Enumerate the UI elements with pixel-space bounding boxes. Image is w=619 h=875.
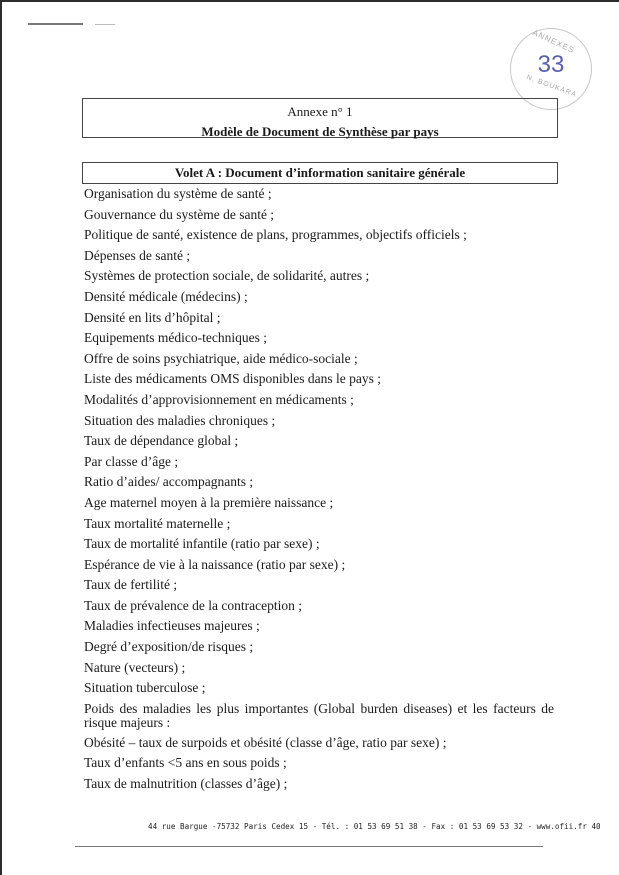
section-heading: Volet A : Document d’information sanitaire générale bbox=[82, 162, 558, 184]
stamp-number: 33 bbox=[537, 51, 565, 78]
stamp-bottom-text: N. BOUKARA bbox=[525, 74, 578, 99]
list-item: Densité en lits d’hôpital ; bbox=[84, 309, 221, 325]
footer-divider bbox=[75, 846, 543, 847]
document-title: Modèle de Document de Synthèse par pays bbox=[201, 124, 439, 139]
list-item: Age maternel moyen à la première naissance ; bbox=[84, 494, 334, 510]
indicator-list bbox=[84, 184, 554, 795]
list-item: Gouvernance du système de santé ; bbox=[84, 206, 275, 222]
annex-number: Annexe n° 1 bbox=[287, 104, 353, 119]
list-item: Espérance de vie à la naissance (ratio par sexe) ; bbox=[84, 556, 346, 572]
list-item: Taux de malnutrition (classes d’âge) ; bbox=[84, 776, 288, 792]
list-item: Ratio d’aides/ accompagnants ; bbox=[84, 474, 254, 490]
list-item: Par classe d’âge ; bbox=[84, 453, 179, 469]
list-item: Systèmes de protection sociale, de solidarité, autres ; bbox=[84, 268, 370, 284]
list-item: Obésité – taux de surpoids et obésité (classe d’âge, ratio par sexe) ; bbox=[84, 734, 447, 750]
list-item: Taux d’enfants <5 ans en sous poids ; bbox=[84, 755, 287, 771]
list-item: Taux de mortalité infantile (ratio par sexe) ; bbox=[84, 536, 320, 552]
header-mark-faint bbox=[95, 24, 115, 25]
stamp-top-text: ANNEXES bbox=[531, 27, 577, 56]
footer-address: 44 rue Bargue -75732 Paris Cedex 15 - Tél. : 01 53 69 51 38 - Fax : 01 53 69 53 32 - www.ofii.fr 40 bbox=[148, 822, 601, 831]
list-item: Taux de prévalence de la contraception ; bbox=[84, 597, 302, 613]
list-item: Modalités d’approvisionnement en médicaments ; bbox=[84, 391, 354, 407]
list-item: Degré d’exposition/de risques ; bbox=[84, 639, 254, 655]
list-item: Taux de dépendance global ; bbox=[84, 433, 239, 449]
list-item: Nature (vecteurs) ; bbox=[84, 659, 186, 675]
title-box bbox=[82, 98, 558, 138]
list-item: Dépenses de santé ; bbox=[84, 247, 191, 263]
list-item: Taux de fertilité ; bbox=[84, 577, 178, 593]
list-item: Organisation du système de santé ; bbox=[84, 186, 272, 201]
scan-border-top bbox=[0, 0, 619, 2]
list-item: Equipements médico-techniques ; bbox=[84, 330, 267, 346]
list-item: Maladies infectieuses majeures ; bbox=[84, 618, 260, 634]
scan-border-left bbox=[0, 0, 2, 875]
list-item: Liste des médicaments OMS disponibles dans le pays ; bbox=[84, 371, 381, 387]
list-item: Offre de soins psychiatrique, aide médico-sociale ; bbox=[84, 350, 358, 366]
list-item: Politique de santé, existence de plans, programmes, objectifs officiels ; bbox=[84, 227, 467, 243]
list-item: Poids des maladies les plus importantes (Global burden diseases) et les facteurs de risque majeurs : bbox=[84, 700, 554, 730]
header-mark bbox=[28, 23, 83, 25]
list-item: Taux mortalité maternelle ; bbox=[84, 515, 231, 531]
list-item: Densité médicale (médecins) ; bbox=[84, 288, 248, 304]
list-item: Situation tuberculose ; bbox=[84, 680, 206, 696]
list-item: Situation des maladies chroniques ; bbox=[84, 412, 276, 428]
